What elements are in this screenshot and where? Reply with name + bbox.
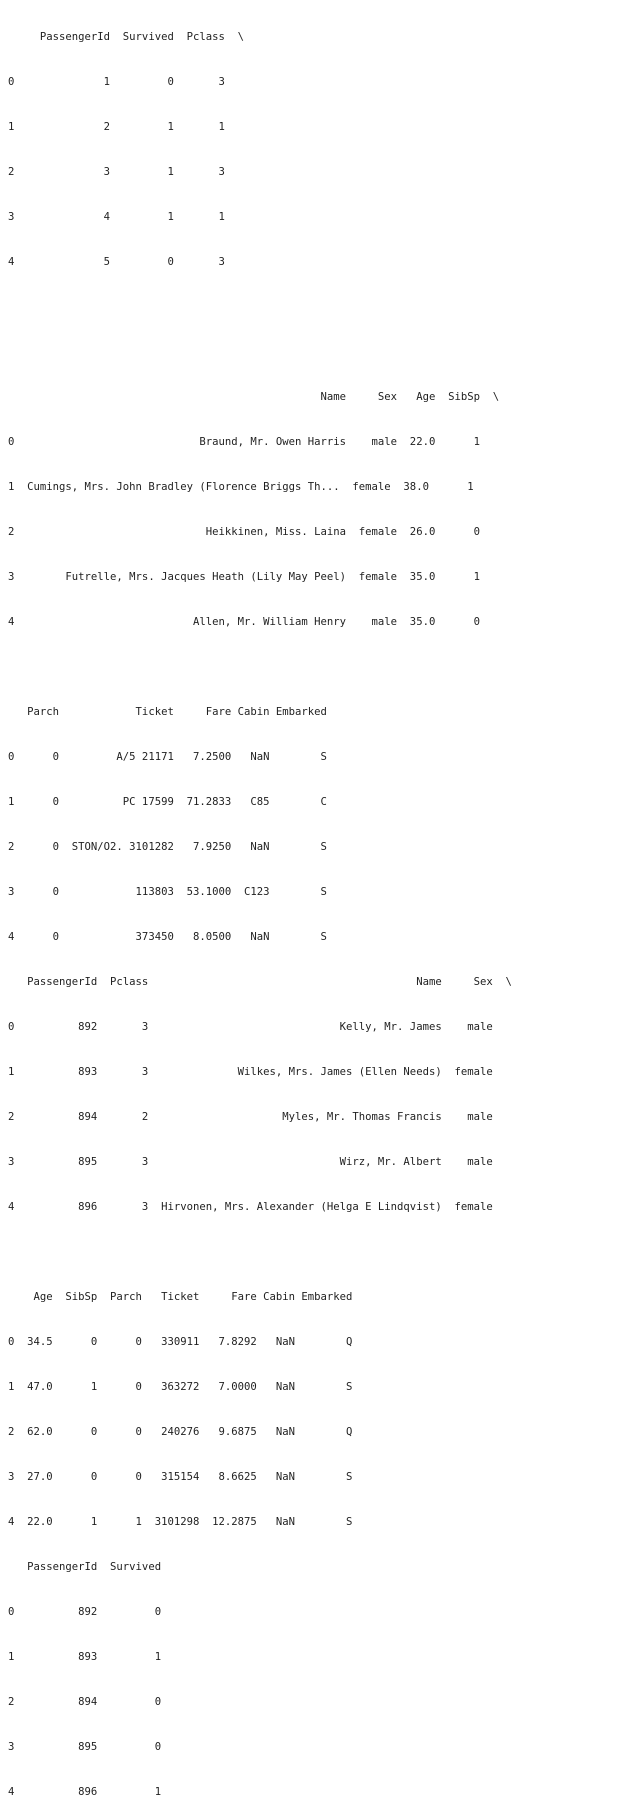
output-line: 3 4 1 1 (8, 211, 225, 223)
output-line: 2 Heikkinen, Miss. Laina female 26.0 0 (8, 526, 480, 538)
output-line: 2 3 1 3 (8, 166, 225, 178)
output-line: 0 1 0 3 (8, 76, 225, 88)
output-line: 2 894 0 (8, 1696, 162, 1708)
output-line: PassengerId Pclass Name Sex \ (8, 976, 512, 988)
output-line: Age SibSp Parch Ticket Fare Cabin Embarked (8, 1291, 353, 1303)
output-line: 2 62.0 0 0 240276 9.6875 NaN Q (8, 1426, 353, 1438)
output-line: Parch Ticket Fare Cabin Embarked (8, 706, 327, 718)
output-line: 3 27.0 0 0 315154 8.6625 NaN S (8, 1471, 353, 1483)
output-line: 3 Futrelle, Mrs. Jacques Heath (Lily May Peel) female 35.0 1 (8, 571, 480, 583)
output-line: 4 Allen, Mr. William Henry male 35.0 0 (8, 616, 480, 628)
output-line: 3 895 3 Wirz, Mr. Albert male (8, 1156, 493, 1168)
output-line: 2 0 STON/O2. 3101282 7.9250 NaN S (8, 841, 327, 853)
output-line: 1 893 3 Wilkes, Mrs. James (Ellen Needs) female (8, 1066, 493, 1078)
output-line (8, 660, 512, 675)
output-line: 3 0 113803 53.1000 C123 S (8, 886, 327, 898)
output-line: 4 896 3 Hirvonen, Mrs. Alexander (Helga E Lindqvist) female (8, 1201, 493, 1213)
output-line: 0 0 A/5 21171 7.2500 NaN S (8, 751, 327, 763)
output-line: 1 2 1 1 (8, 121, 225, 133)
console-output (8, 0, 512, 1815)
output-line: 1 47.0 1 0 363272 7.0000 NaN S (8, 1381, 353, 1393)
output-line: 1 Cumings, Mrs. John Bradley (Florence Briggs Th... female 38.0 1 (8, 481, 474, 493)
output-line: 0 34.5 0 0 330911 7.8292 NaN Q (8, 1336, 353, 1348)
output-line (8, 300, 512, 315)
output-line (8, 1245, 512, 1260)
output-line: 2 894 2 Myles, Mr. Thomas Francis male (8, 1111, 493, 1123)
output-line: 0 892 3 Kelly, Mr. James male (8, 1021, 493, 1033)
output-line: 4 5 0 3 (8, 256, 225, 268)
output-line: 4 0 373450 8.0500 NaN S (8, 931, 327, 943)
output-line: 1 0 PC 17599 71.2833 C85 C (8, 796, 327, 808)
output-line (8, 345, 512, 360)
output-line: PassengerId Survived (8, 1561, 162, 1573)
output-line: 4 22.0 1 1 3101298 12.2875 NaN S (8, 1516, 353, 1528)
output-line: PassengerId Survived Pclass \ (8, 31, 244, 43)
output-line: 4 896 1 (8, 1786, 162, 1798)
output-line: 1 893 1 (8, 1651, 162, 1663)
output-line: 0 892 0 (8, 1606, 162, 1618)
output-line: Name Sex Age SibSp \ (8, 391, 500, 403)
output-line: 0 Braund, Mr. Owen Harris male 22.0 1 (8, 436, 480, 448)
output-line: 3 895 0 (8, 1741, 162, 1753)
